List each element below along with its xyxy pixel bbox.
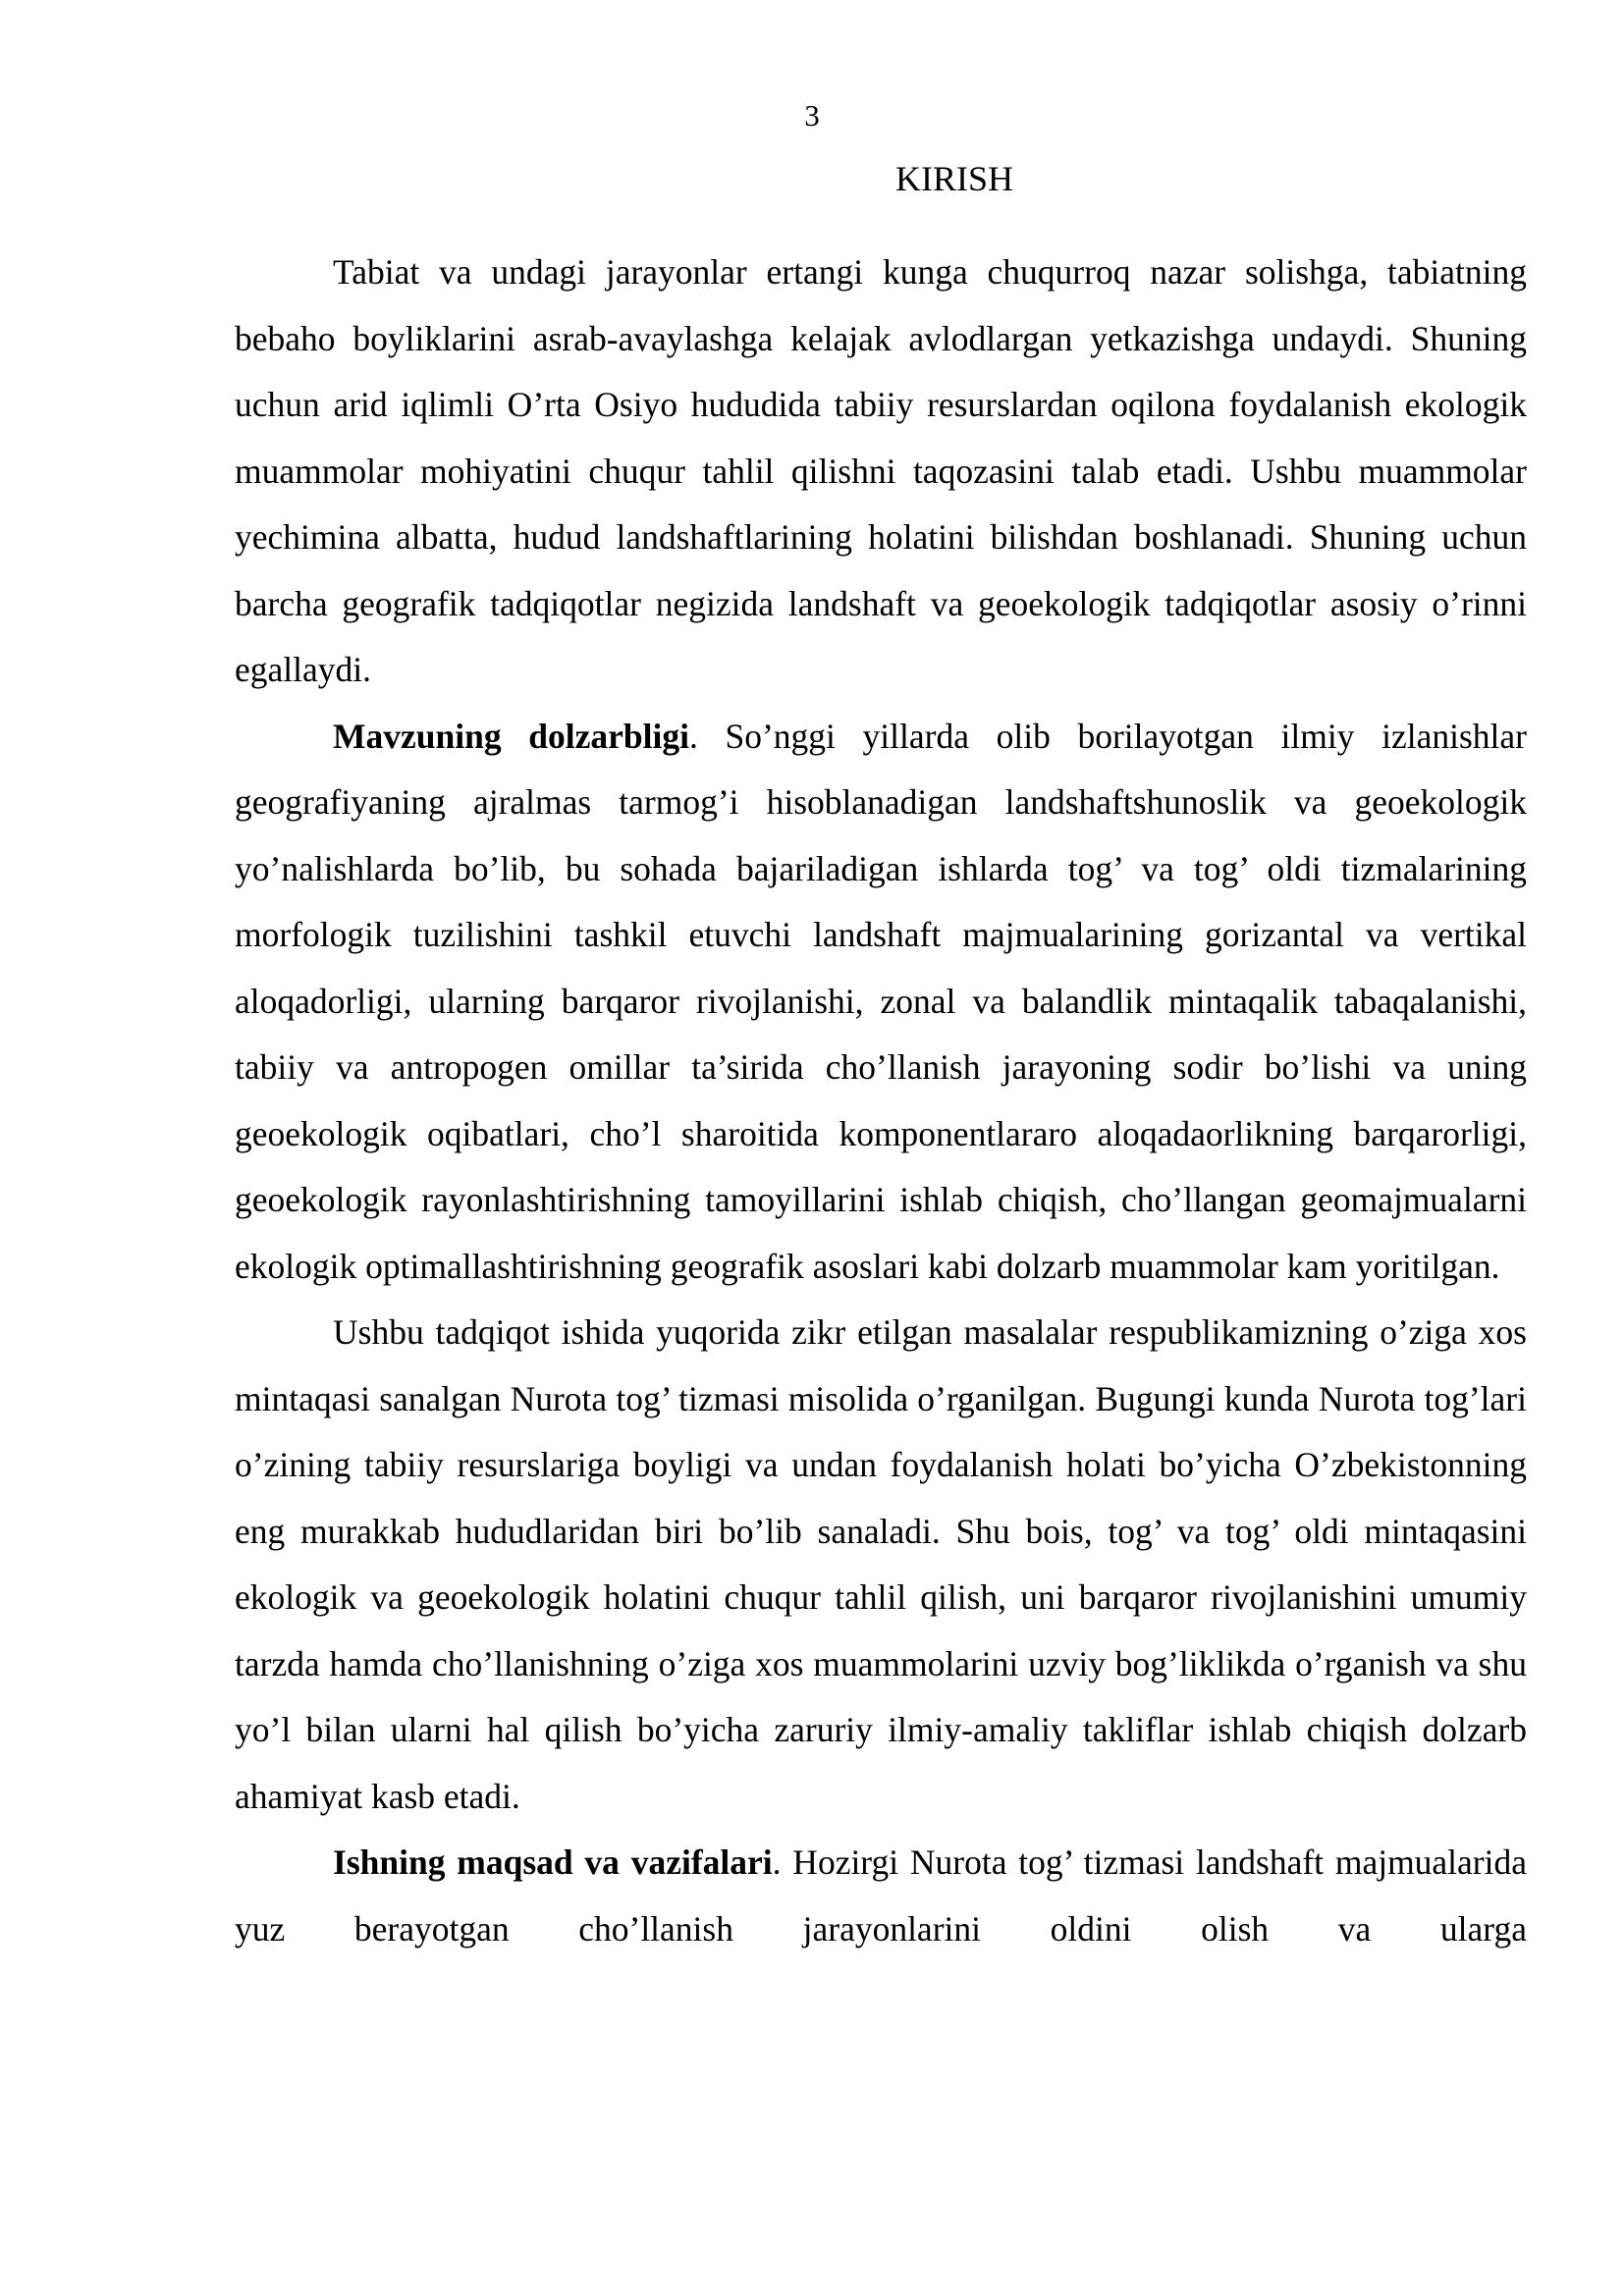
paragraph-text: . Hozirgi Nurota tog’ tizmasi landshaft majmualarida yuz berayotgan cho’llanish jarayonlarini oldini olish va ularga xyxy=(235,1842,1527,1949)
paragraph-relevance xyxy=(235,704,1527,1301)
paragraph-introduction xyxy=(235,240,1527,704)
paragraph-aims xyxy=(235,1830,1527,1962)
section-lead-heading: Ishning maqsad va vazifalari xyxy=(333,1842,773,1882)
paragraph-text: Tabiat va undagi jarayonlar ertangi kunga chuqurroq nazar solishga, tabiatning bebaho boyliklarini asrab-avaylashga kelajak avlodlargan yetkazishga undaydi. Shuning uchun arid iqlimli O’rta Osiyo hududida tabiiy resurslardan oqilona foydalanish ekologik muammolar mohiyatini chuqur tahlil qilishni taqozasini talab etadi. Ushbu muammolar yechimina albatta, hudud landshaftlarining holatini bilishdan boshlanadi. Shuning uchun barcha geografik tadqiqotlar negizida landshaft va geoekologik tadqiqotlar asosiy o’rinni egallaydi. xyxy=(235,252,1527,689)
page-title: KIRISH xyxy=(894,159,1013,198)
document-body xyxy=(235,240,1527,1962)
page-number: 3 xyxy=(804,98,820,133)
paragraph-study-area xyxy=(235,1300,1527,1830)
paragraph-text: . So’nggi yillarda olib borilayotgan ilmiy izlanishlar geografiyaning ajralmas tarmog’i hisoblanadigan landshaftshunoslik va geoekologik yo’nalishlarda bo’lib, bu sohada bajariladigan ishlarda tog’ va tog’ oldi tizmalarining morfologik tuzilishini tashkil etuvchi landshaft majmualarining gorizantal va vertikal aloqadorligi, ularning barqaror rivojlanishi, zonal va balandlik mintaqalik tabaqalanishi, tabiiy va antropogen omillar ta’sirida cho’llanish jarayoning sodir bo’lishi va uning geoekologik oqibatlari, cho’l sharoitida komponentlararo aloqadaorlikning barqarorligi, geoekologik rayonlashtirishning tamoyillarini ishlab chiqish, cho’llangan geomajmualarni ekologik optimallashtirishning geografik asoslari kabi dolzarb muammolar kam yoritilgan. xyxy=(235,716,1527,1286)
paragraph-text: Ushbu tadqiqot ishida yuqorida zikr etilgan masalalar respublikamizning o’ziga xos mintaqasi sanalgan Nurota tog’ tizmasi misolida o’rganilgan. Bugungi kunda Nurota tog’lari o’zining tabiiy resurslariga boyligi va undan foydalanish holati bo’yicha O’zbekistonning eng murakkab hududlaridan biri bo’lib sanaladi. Shu bois, tog’ va tog’ oldi mintaqasini ekologik va geoekologik holatini chuqur tahlil qilish, uni barqaror rivojlanishini umumiy tarzda hamda cho’llanishning o’ziga xos muammolarini uzviy bog’liklikda o’rganish va shu yo’l bilan ularni hal qilish bo’yicha zaruriy ilmiy-amaliy takliflar ishlab chiqish dolzarb ahamiyat kasb etadi. xyxy=(235,1312,1527,1816)
section-lead-heading: Mavzuning dolzarbligi xyxy=(333,716,689,756)
